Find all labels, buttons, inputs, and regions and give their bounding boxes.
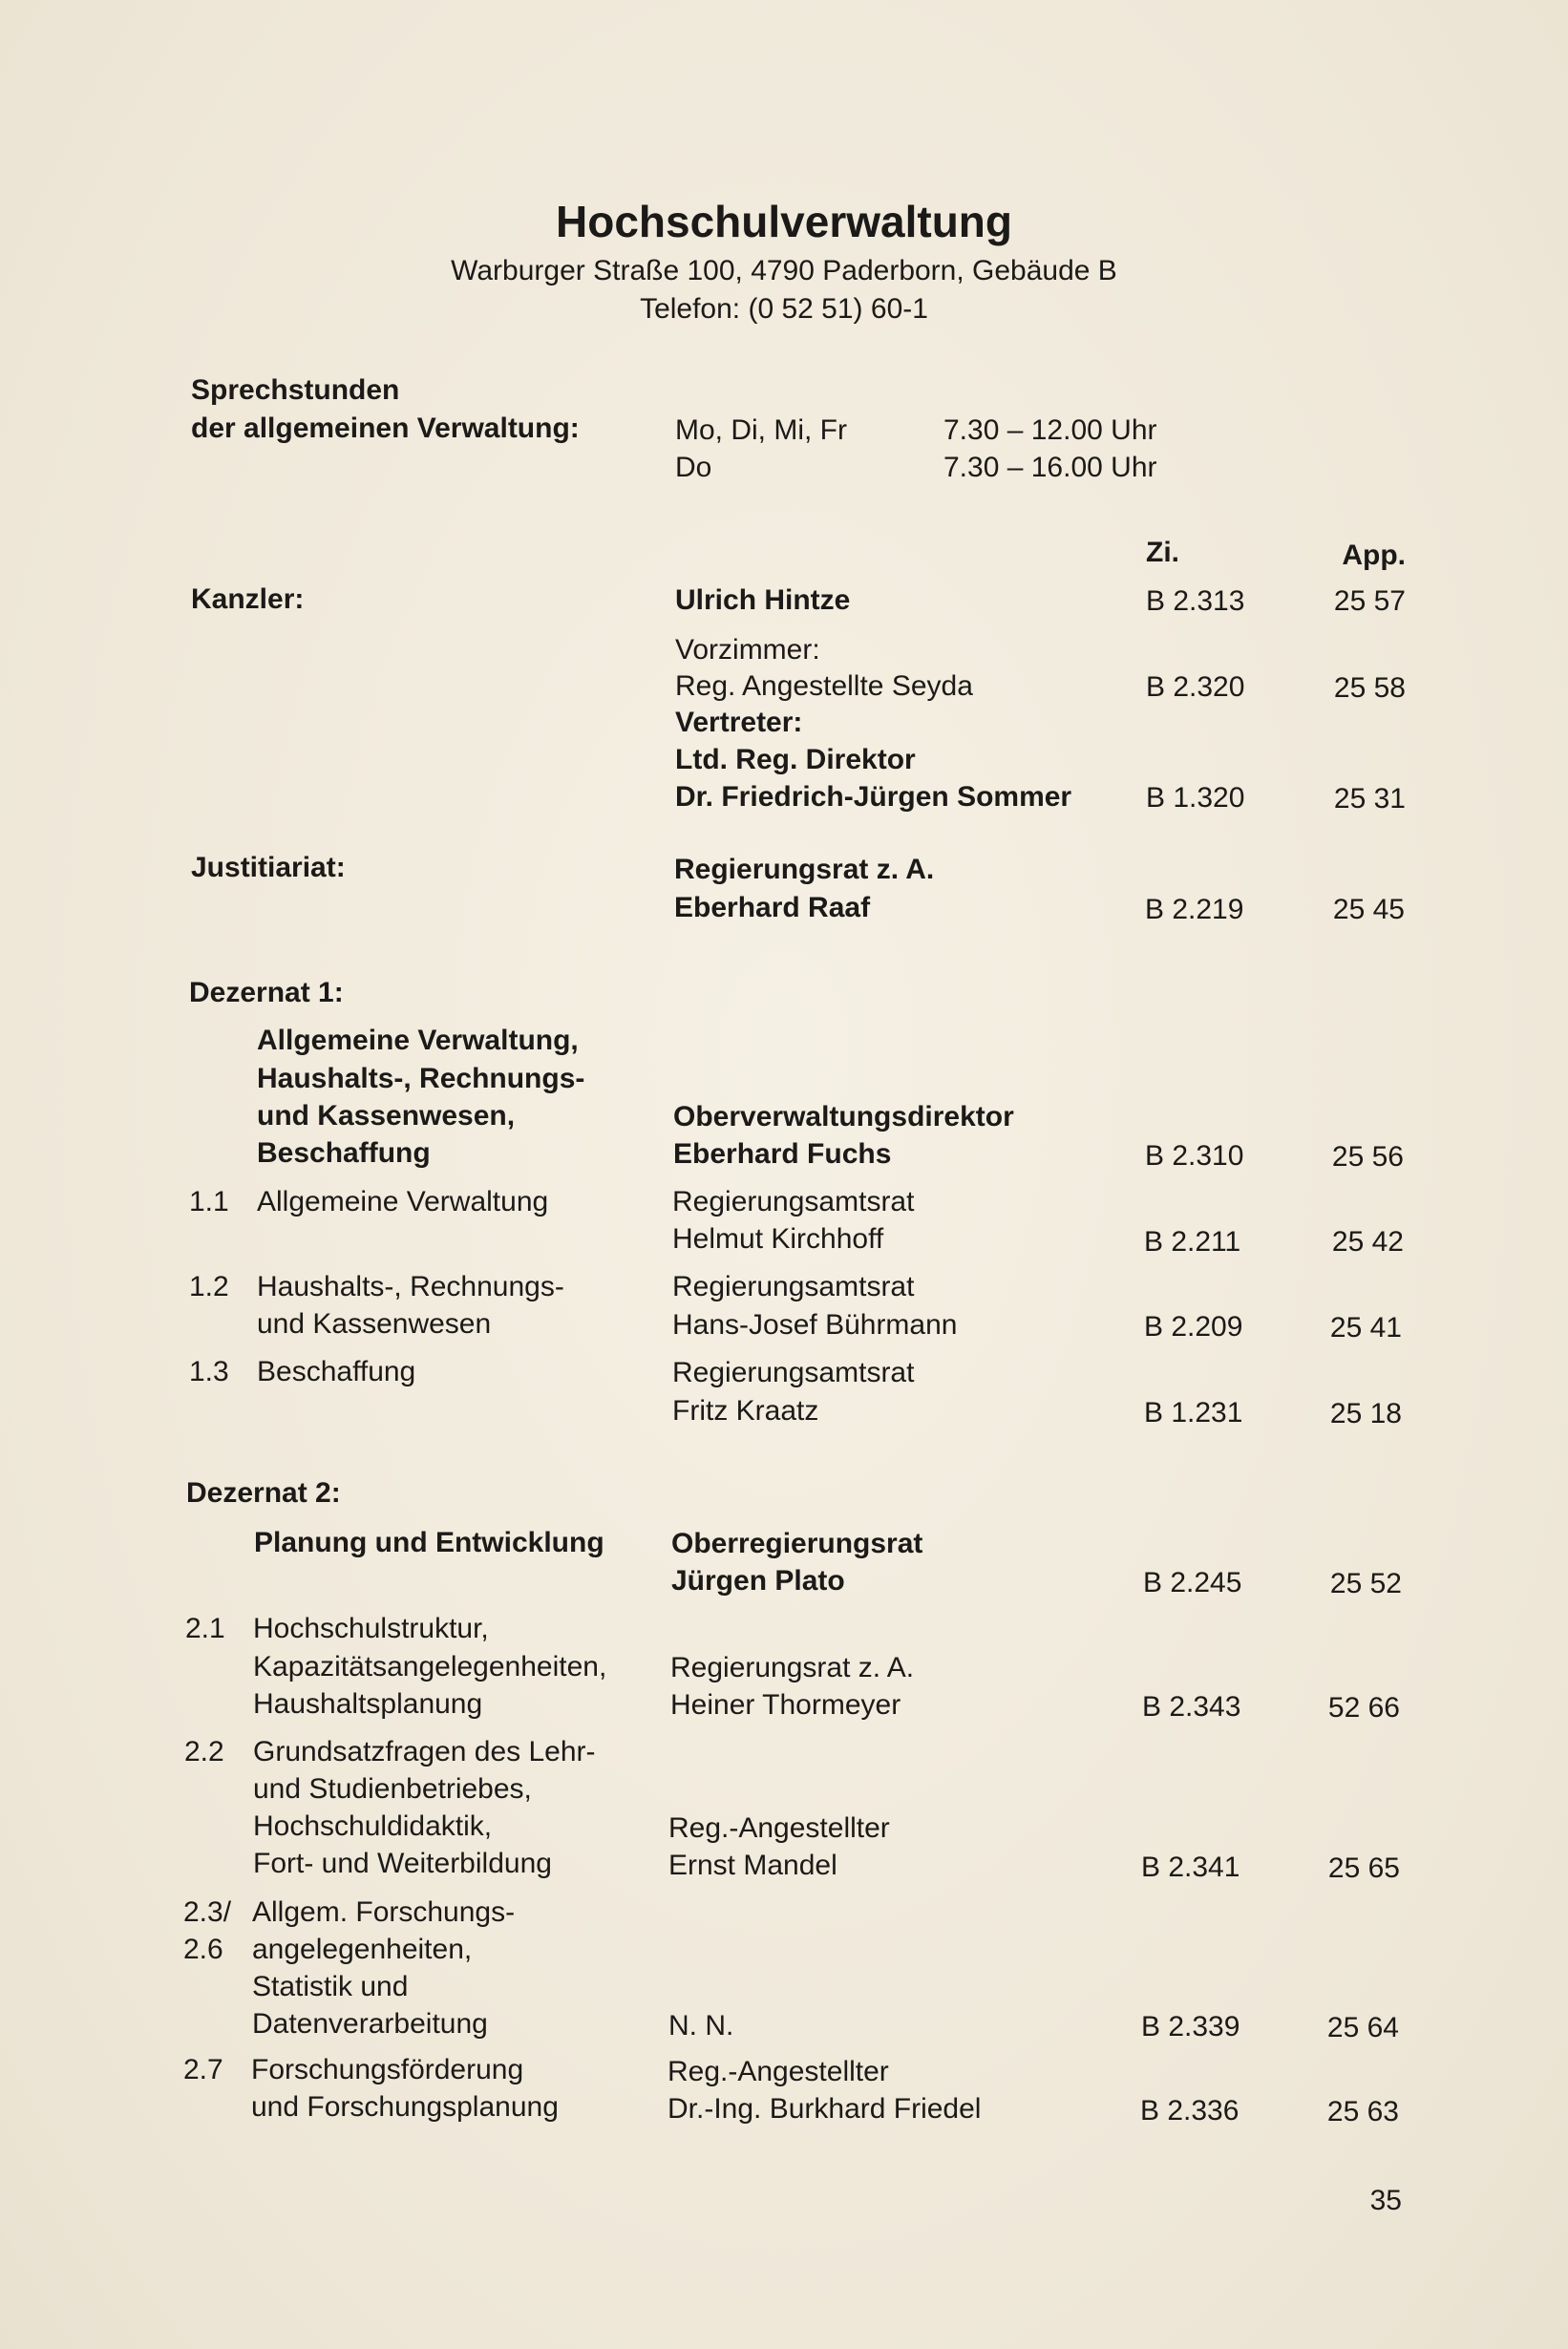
- item-1-1-phone: 25 42: [1331, 1226, 1404, 1258]
- dezernat2-desc: Planung und Entwicklung: [254, 1527, 604, 1558]
- item-1-1-desc: Allgemeine Verwaltung: [257, 1186, 549, 1217]
- phone-main: Telefon: (0 52 51) 60-1: [640, 293, 928, 325]
- justitiariat-phone: 25 45: [1332, 894, 1405, 925]
- dezernat2-head-phone: 25 52: [1329, 1568, 1402, 1599]
- item-1-3-number: 1.3: [189, 1356, 229, 1387]
- item-2-7-phone: 25 63: [1326, 2096, 1399, 2127]
- dezernat1-desc-3: und Kassenwesen,: [257, 1100, 516, 1132]
- vorzimmer-phone: 25 58: [1333, 672, 1406, 704]
- item-2-3-name: N. N.: [668, 2010, 734, 2042]
- item-1-3-room: B 1.231: [1144, 1397, 1243, 1428]
- dezernat2-label: Dezernat 2:: [186, 1477, 341, 1509]
- vertreter-title: Ltd. Reg. Direktor: [675, 744, 916, 775]
- dezernat2-head-title: Oberregierungsrat: [671, 1528, 923, 1559]
- vertreter-phone: 25 31: [1333, 783, 1406, 815]
- item-2-3-phone: 25 64: [1326, 2012, 1399, 2043]
- vorzimmer-name: Reg. Angestellte Seyda: [675, 670, 973, 702]
- justitiariat-label: Justitiariat:: [191, 852, 346, 883]
- item-2-3-desc-1: Allgem. Forschungs-: [252, 1896, 516, 1928]
- item-2-7-title: Reg.-Angestellter: [667, 2056, 889, 2087]
- column-header-room: Zi.: [1146, 537, 1179, 568]
- item-2-2-number: 2.2: [184, 1736, 224, 1767]
- item-1-1-number: 1.1: [189, 1186, 229, 1217]
- item-1-1-room: B 2.211: [1144, 1226, 1241, 1258]
- office-days-1: Mo, Di, Mi, Fr: [675, 414, 847, 446]
- item-1-3-name: Fritz Kraatz: [672, 1395, 819, 1427]
- item-2-1-phone: 52 66: [1327, 1692, 1400, 1724]
- office-time-1: 7.30 – 12.00 Uhr: [943, 414, 1157, 446]
- dezernat1-desc-4: Beschaffung: [257, 1137, 431, 1169]
- item-2-2-room: B 2.341: [1141, 1852, 1240, 1883]
- kanzler-name: Ulrich Hintze: [675, 584, 851, 616]
- item-2-1-desc-2: Kapazitätsangelegenheiten,: [253, 1651, 607, 1682]
- item-2-1-title: Regierungsrat z. A.: [670, 1652, 915, 1683]
- dezernat1-desc-1: Allgemeine Verwaltung,: [257, 1025, 579, 1056]
- item-2-2-desc-4: Fort- und Weiterbildung: [253, 1848, 552, 1879]
- office-hours-label-1: Sprechstunden: [191, 374, 400, 406]
- dezernat2-head-room: B 2.245: [1143, 1567, 1242, 1598]
- dezernat1-head-name: Eberhard Fuchs: [673, 1138, 892, 1170]
- item-1-3-phone: 25 18: [1329, 1398, 1402, 1429]
- item-2-2-desc-1: Grundsatzfragen des Lehr-: [253, 1736, 596, 1767]
- item-2-1-name: Heiner Thormeyer: [670, 1689, 901, 1721]
- dezernat1-label: Dezernat 1:: [189, 977, 344, 1008]
- item-2-3-desc-3: Statistik und: [252, 1971, 409, 2002]
- vertreter-room: B 1.320: [1146, 782, 1245, 814]
- office-hours-label-2: der allgemeinen Verwaltung:: [191, 413, 580, 444]
- vorzimmer-label: Vorzimmer:: [675, 634, 820, 666]
- item-2-7-number: 2.7: [183, 2054, 223, 2085]
- item-1-2-title: Regierungsamtsrat: [672, 1271, 915, 1302]
- kanzler-phone: 25 57: [1333, 585, 1406, 617]
- item-2-1-room: B 2.343: [1142, 1691, 1241, 1723]
- item-2-2-desc-3: Hochschuldidaktik,: [253, 1810, 493, 1842]
- item-1-2-desc-2: und Kassenwesen: [257, 1308, 492, 1340]
- dezernat1-head-title: Oberverwaltungsdirektor: [673, 1101, 1014, 1132]
- item-2-1-desc-1: Hochschulstruktur,: [253, 1613, 489, 1644]
- column-header-phone: App.: [1342, 540, 1406, 571]
- item-1-2-name: Hans-Josef Bührmann: [672, 1309, 958, 1341]
- address: Warburger Straße 100, 4790 Paderborn, Gebäude B: [451, 255, 1117, 286]
- dezernat1-head-room: B 2.310: [1145, 1140, 1244, 1172]
- vorzimmer-room: B 2.320: [1146, 671, 1245, 703]
- office-time-2: 7.30 – 16.00 Uhr: [943, 452, 1157, 483]
- item-1-3-title: Regierungsamtsrat: [672, 1357, 915, 1388]
- item-2-7-desc-1: Forschungsförderung: [251, 2054, 524, 2085]
- item-2-7-room: B 2.336: [1140, 2095, 1240, 2127]
- justitiariat-title: Regierungsrat z. A.: [674, 854, 935, 885]
- item-2-1-desc-3: Haushaltsplanung: [253, 1688, 483, 1720]
- item-1-2-room: B 2.209: [1144, 1311, 1243, 1343]
- item-2-2-name: Ernst Mandel: [668, 1850, 837, 1881]
- item-1-2-number: 1.2: [189, 1271, 229, 1302]
- item-2-2-phone: 25 65: [1327, 1852, 1400, 1884]
- item-2-2-desc-2: und Studienbetriebes,: [253, 1773, 532, 1805]
- kanzler-label: Kanzler:: [191, 583, 305, 615]
- item-2-3-number: 2.3/: [183, 1896, 232, 1928]
- item-2-7-desc-2: und Forschungsplanung: [251, 2091, 559, 2123]
- kanzler-room: B 2.313: [1146, 585, 1245, 617]
- vertreter-name: Dr. Friedrich-Jürgen Sommer: [675, 781, 1072, 813]
- item-2-3-room: B 2.339: [1141, 2011, 1240, 2042]
- item-2-1-number: 2.1: [185, 1613, 225, 1644]
- item-2-2-title: Reg.-Angestellter: [668, 1812, 890, 1844]
- item-2-7-name: Dr.-Ing. Burkhard Friedel: [667, 2093, 982, 2125]
- justitiariat-room: B 2.219: [1145, 894, 1244, 925]
- justitiariat-name: Eberhard Raaf: [674, 892, 871, 923]
- page-title: Hochschulverwaltung: [556, 197, 1012, 246]
- item-1-1-name: Helmut Kirchhoff: [672, 1223, 884, 1255]
- item-1-3-desc: Beschaffung: [257, 1356, 416, 1387]
- item-1-2-phone: 25 41: [1329, 1312, 1402, 1344]
- dezernat2-head-name: Jürgen Plato: [671, 1565, 845, 1597]
- item-1-2-desc-1: Haushalts-, Rechnungs-: [257, 1271, 564, 1302]
- item-2-6-number: 2.6: [183, 1934, 223, 1965]
- item-2-3-desc-2: angelegenheiten,: [252, 1934, 473, 1965]
- dezernat1-head-phone: 25 56: [1331, 1141, 1404, 1173]
- page-number: 35: [1369, 2185, 1402, 2216]
- item-2-3-desc-4: Datenverarbeitung: [252, 2008, 488, 2040]
- item-1-1-title: Regierungsamtsrat: [672, 1186, 915, 1217]
- office-days-2: Do: [675, 452, 712, 483]
- vertreter-label: Vertreter:: [675, 707, 803, 738]
- dezernat1-desc-2: Haushalts-, Rechnungs-: [257, 1063, 585, 1094]
